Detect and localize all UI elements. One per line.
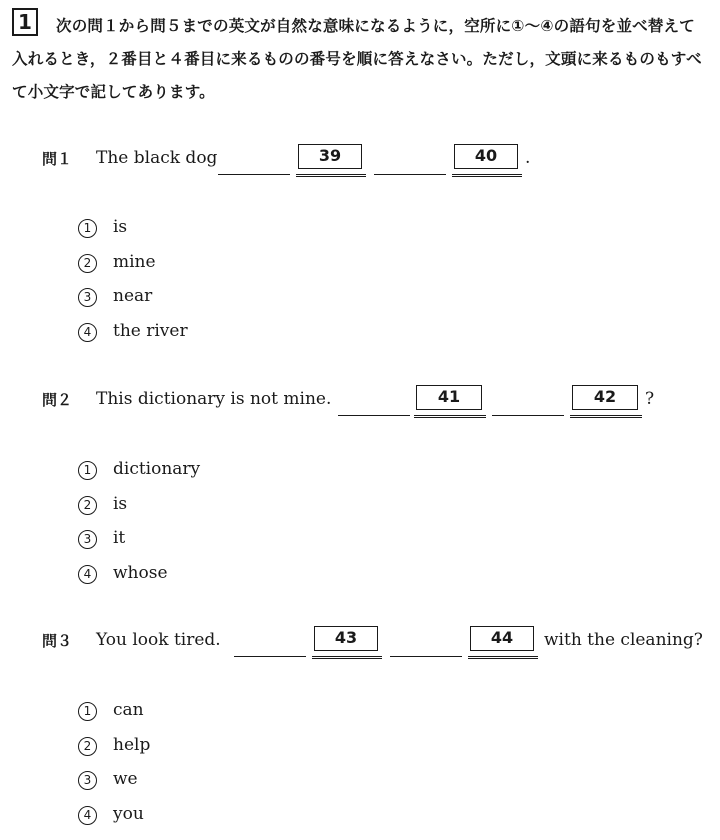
choice-text: is — [113, 217, 128, 237]
choice-text: near — [113, 286, 153, 306]
question-2 — [42, 381, 712, 421]
blank-3[interactable] — [492, 415, 564, 416]
answer-box-41[interactable]: 41 — [416, 385, 482, 410]
choice-text: dictionary — [113, 459, 201, 479]
question-label: 問２ — [42, 391, 73, 409]
answer-box-43[interactable]: 43 — [314, 626, 378, 651]
question-stem: You look tired. — [96, 630, 221, 650]
circled-number: 4 — [78, 323, 97, 342]
blank-1[interactable] — [338, 415, 410, 416]
circled-number: 1 — [78, 461, 97, 480]
question-row — [42, 381, 712, 421]
choice-text: the river — [113, 320, 188, 341]
answer-underline — [414, 415, 486, 418]
choice-text: mine — [113, 251, 156, 272]
circled-number: 2 — [78, 254, 97, 273]
question-row — [42, 622, 712, 662]
answer-underline — [452, 174, 522, 177]
circled-number: 2 — [78, 737, 97, 756]
answer-box-40[interactable]: 40 — [454, 144, 518, 169]
question-3 — [42, 622, 712, 662]
blank-1[interactable] — [218, 174, 290, 175]
circled-number: 3 — [78, 288, 97, 307]
question-1 — [42, 140, 712, 180]
instructions: 次の問１から問５までの英文が自然な意味になるように，空所に①〜④の語句を並べ替えて入れるとき，２番目と４番目に来るものの番号を順に答えなさい。ただし，文頭に来るものもすべて小文字で記してあります。 — [12, 17, 702, 101]
choice-text: whose — [113, 562, 168, 583]
blank-3[interactable] — [390, 656, 462, 657]
circled-number: 4 — [78, 806, 97, 825]
choice-text: help — [113, 734, 151, 755]
question-row — [42, 140, 712, 180]
blank-1[interactable] — [234, 656, 306, 657]
answer-underline — [312, 656, 382, 659]
sentence-tail: with the cleaning? — [544, 630, 703, 650]
answer-box-44[interactable]: 44 — [470, 626, 534, 651]
choice-text: it — [113, 528, 126, 548]
answer-box-42[interactable]: 42 — [572, 385, 638, 410]
circled-number: 1 — [78, 702, 97, 721]
circled-number: 4 — [78, 565, 97, 584]
sentence-tail: . — [525, 148, 531, 168]
choice-text: can — [113, 700, 144, 720]
answer-underline — [468, 656, 538, 659]
question-stem: This dictionary is not mine. — [96, 389, 332, 409]
choice-text: is — [113, 493, 128, 514]
choice-text: you — [113, 803, 144, 824]
circled-number: 1 — [78, 219, 97, 238]
answer-box-39[interactable]: 39 — [298, 144, 362, 169]
circled-number: 2 — [78, 496, 97, 515]
question-label: 問３ — [42, 632, 73, 650]
section-number: 1 — [12, 8, 38, 36]
question-label: 問１ — [42, 150, 73, 168]
sentence-tail: ? — [645, 389, 655, 409]
circled-number: 3 — [78, 771, 97, 790]
answer-underline — [570, 415, 642, 418]
circled-number: 3 — [78, 530, 97, 549]
answer-underline — [296, 174, 366, 177]
blank-3[interactable] — [374, 174, 446, 175]
question-stem: The black dog — [96, 148, 218, 168]
choice-text: we — [113, 769, 138, 789]
